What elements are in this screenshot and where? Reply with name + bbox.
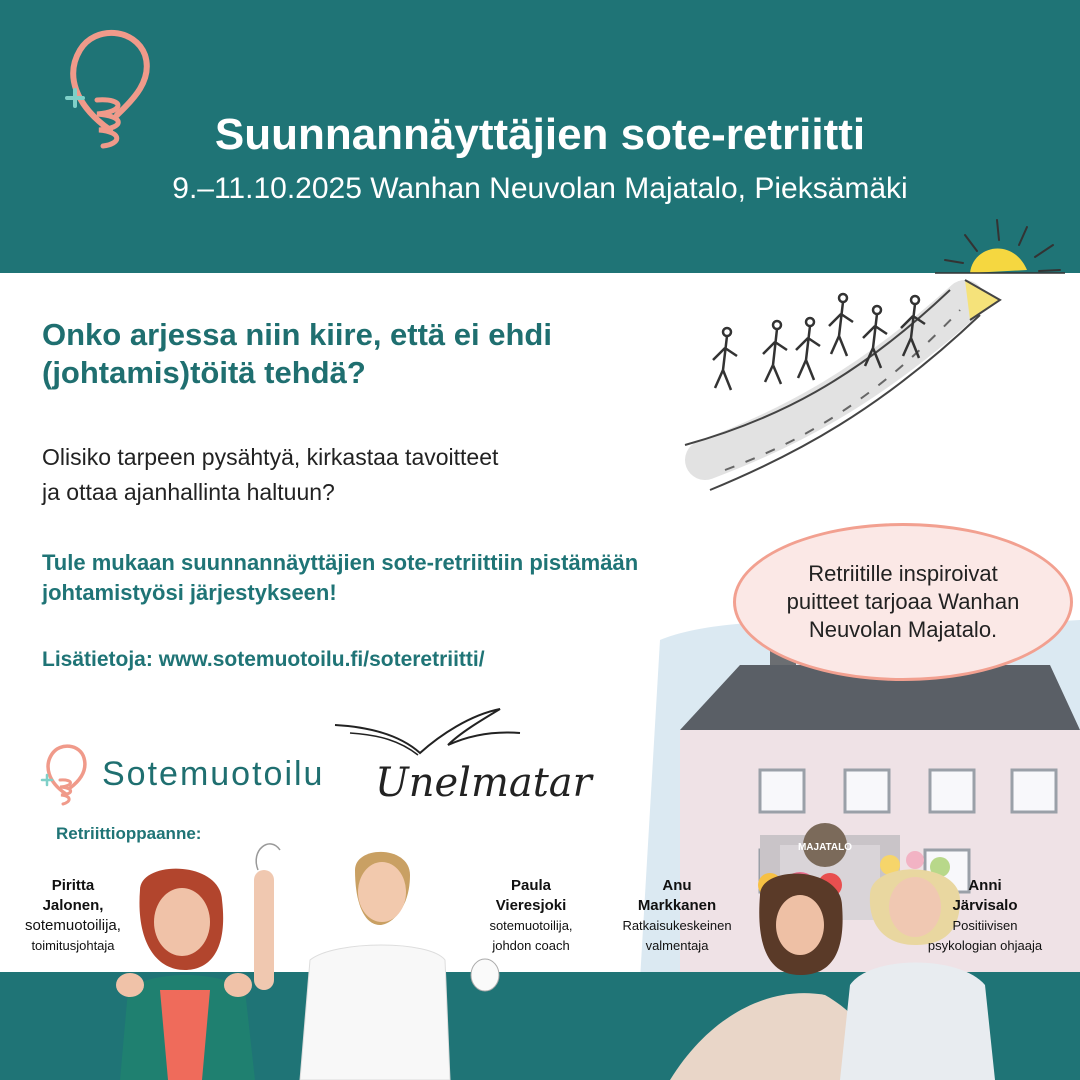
guide-role-line1: sotemuotoilija,	[25, 917, 121, 934]
bird-logo-icon	[330, 705, 530, 765]
intro-line-2: ja ottaa ajanhallinta haltuun?	[42, 479, 335, 505]
house-sign: MAJATALO	[797, 842, 853, 853]
guide-role-line1: sotemuotoilija,	[489, 918, 573, 933]
guide-role-line2: johdon coach	[492, 938, 570, 953]
intro-paragraph	[42, 440, 642, 510]
page-title: Suunnannäyttäjien sote-retriitti	[214, 110, 866, 159]
sotemuotoilu-logo-icon	[38, 742, 96, 808]
guide-name-line2: Järvisalo	[952, 897, 1018, 914]
guide-anni	[905, 876, 1065, 956]
guide-paula	[470, 876, 592, 956]
guide-piritta	[10, 876, 136, 956]
guide-role-line2: valmentaja	[645, 938, 709, 953]
guide-name-line1: Paula	[510, 877, 552, 894]
guide-role-line2: psykologian ohjaaja	[927, 938, 1043, 953]
lead-question: Onko arjessa niin kiire, että ei ehdi (johtamis)töitä tehdä?	[42, 317, 552, 390]
unelmatar-logo-text: Unelmatar	[375, 760, 592, 806]
guides-heading: Retriittioppaanne:	[56, 824, 202, 843]
guide-role-line2: toimitusjohtaja	[31, 938, 115, 953]
guide-name-line1: Piritta	[51, 877, 95, 894]
guide-anu	[606, 876, 748, 956]
call-to-action: Tule mukaan suunnannäyttäjien sote-retriittiin pistämään johtamistyösi järjestykseen!	[42, 550, 639, 605]
sotemuotoilu-logo-text: Sotemuotoilu	[102, 755, 325, 793]
guide-name-line1: Anu	[662, 877, 692, 894]
guide-role-line1: Ratkaisukeskeinen	[622, 918, 732, 933]
intro-line-1: Olisiko tarpeen pysähtyä, kirkastaa tavoitteet	[42, 444, 499, 470]
paula-photo	[240, 830, 500, 1080]
venue-bubble	[733, 523, 1073, 681]
guide-role-line1: Positiivisen	[952, 918, 1018, 933]
event-subtitle: 9.–11.10.2025 Wanhan Neuvolan Majatalo, Pieksämäki	[172, 172, 908, 205]
guide-name-line2: Vieresjoki	[495, 897, 567, 914]
more-info-link[interactable]: Lisätietoja: www.sotemuotoilu.fi/soteretriitti/	[42, 648, 485, 671]
guide-name-line2: Markkanen	[637, 897, 717, 914]
guide-name-line2: Jalonen,	[42, 897, 104, 914]
journey-illustration	[665, 270, 1015, 500]
bubble-text: Retriitille inspiroivat puitteet tarjoaa Wanhan Neuvolan Majatalo.	[786, 561, 1020, 642]
guide-name-line1: Anni	[968, 877, 1002, 894]
